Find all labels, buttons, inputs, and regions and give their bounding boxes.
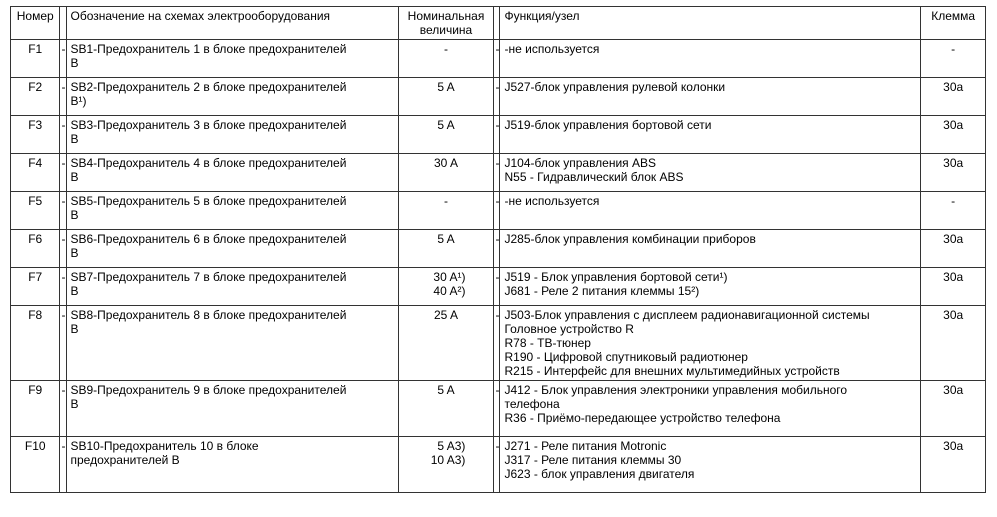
cell-designation xyxy=(66,40,398,78)
cell-function-line: N55 - Гидравлический блок ABS xyxy=(504,170,684,184)
cell-designation xyxy=(66,306,398,381)
cell-dash: - xyxy=(494,78,500,116)
cell-dash: - xyxy=(494,268,500,306)
cell-dash: - xyxy=(60,78,66,116)
cell-designation xyxy=(66,230,398,268)
cell-function xyxy=(500,268,921,306)
cell-designation-line: SB1-Предохранитель 1 в блоке предохранителей xyxy=(70,42,347,56)
table-row xyxy=(11,381,986,437)
cell-terminal: 30a xyxy=(921,381,986,437)
table-row xyxy=(11,437,986,493)
cell-rating xyxy=(398,230,494,268)
cell-rating-line: 5 A xyxy=(437,383,455,397)
cell-rating-line: 5 A xyxy=(437,118,455,132)
cell-function-line: телефона xyxy=(504,397,560,411)
cell-designation xyxy=(66,78,398,116)
cell-terminal: - xyxy=(921,192,986,230)
cell-rating-line: 25 A xyxy=(433,308,459,322)
cell-dash: - xyxy=(60,230,66,268)
cell-function-line: R36 - Приёмо-передающее устройство телефона xyxy=(504,411,781,425)
fuse-rows xyxy=(11,40,986,493)
cell-designation-line: SB10-Предохранитель 10 в блоке xyxy=(70,439,259,453)
cell-function-line: J271 - Реле питания Motronic xyxy=(504,439,667,453)
cell-rating-line: - xyxy=(444,42,448,56)
cell-designation-line: SB6-Предохранитель 6 в блоке предохранителей xyxy=(70,232,347,246)
cell-designation-line: SB9-Предохранитель 9 в блоке предохранителей xyxy=(70,383,347,397)
table-row xyxy=(11,192,986,230)
table-row xyxy=(11,230,986,268)
header-designation: Обозначение на схемах электрооборудования xyxy=(66,7,398,40)
cell-designation-line: SB4-Предохранитель 4 в блоке предохранителей xyxy=(70,156,347,170)
cell-dash: - xyxy=(494,437,500,493)
cell-designation xyxy=(66,268,398,306)
cell-dash: - xyxy=(494,192,500,230)
cell-terminal: 30a xyxy=(921,230,986,268)
cell-rating xyxy=(398,154,494,192)
cell-function-line: J527-блок управления рулевой колонки xyxy=(504,80,726,94)
cell-rating xyxy=(398,78,494,116)
cell-function xyxy=(500,40,921,78)
cell-rating-line: 5 A xyxy=(437,232,455,246)
cell-dash: - xyxy=(60,268,66,306)
cell-dash: - xyxy=(494,306,500,381)
cell-function-line: -не используется xyxy=(504,194,600,208)
cell-terminal: 30a xyxy=(921,306,986,381)
cell-number: F6 xyxy=(11,230,60,268)
cell-dash: - xyxy=(494,40,500,78)
cell-rating xyxy=(398,381,494,437)
cell-function xyxy=(500,230,921,268)
cell-function xyxy=(500,437,921,493)
cell-dash: - xyxy=(494,154,500,192)
table-row xyxy=(11,268,986,306)
cell-designation-line: B xyxy=(70,170,79,184)
cell-function-line: Головное устройство R xyxy=(504,322,634,336)
cell-number: F9 xyxy=(11,381,60,437)
cell-number: F7 xyxy=(11,268,60,306)
cell-dash: - xyxy=(60,381,66,437)
cell-number: F1 xyxy=(11,40,60,78)
cell-function-line: J519-блок управления бортовой сети xyxy=(504,118,712,132)
cell-number: F10 xyxy=(11,437,60,493)
cell-number: F3 xyxy=(11,116,60,154)
cell-terminal: 30a xyxy=(921,154,986,192)
cell-number: F5 xyxy=(11,192,60,230)
cell-terminal: 30a xyxy=(921,268,986,306)
cell-designation-line: B xyxy=(70,208,79,222)
cell-rating-line: 5 A3) xyxy=(437,439,466,453)
cell-function-line: J412 - Блок управления электроники управления мобильного xyxy=(504,383,848,397)
cell-function xyxy=(500,154,921,192)
cell-dash: - xyxy=(60,154,66,192)
cell-dash: - xyxy=(494,116,500,154)
cell-designation-line: B xyxy=(70,397,79,411)
cell-function xyxy=(500,381,921,437)
cell-function xyxy=(500,116,921,154)
cell-designation xyxy=(66,154,398,192)
cell-designation xyxy=(66,437,398,493)
cell-designation-line: SB5-Предохранитель 5 в блоке предохранителей xyxy=(70,194,347,208)
cell-designation-line: B xyxy=(70,284,79,298)
cell-designation-line: SB2-Предохранитель 2 в блоке предохранителей xyxy=(70,80,347,94)
cell-dash: - xyxy=(60,306,66,381)
cell-dash: - xyxy=(60,116,66,154)
table-row xyxy=(11,116,986,154)
cell-rating-line: 5 A xyxy=(437,80,455,94)
cell-function xyxy=(500,306,921,381)
cell-terminal: 30a xyxy=(921,78,986,116)
cell-number: F2 xyxy=(11,78,60,116)
header-row xyxy=(11,7,986,40)
cell-terminal: 30a xyxy=(921,437,986,493)
cell-dash: - xyxy=(494,230,500,268)
cell-designation-line: предохранителей B xyxy=(70,453,180,467)
cell-number: F8 xyxy=(11,306,60,381)
cell-designation-line: SB3-Предохранитель 3 в блоке предохранителей xyxy=(70,118,347,132)
cell-function-line: J503-Блок управления с дисплеем радионавигационной системы xyxy=(504,308,870,322)
cell-rating-line: 30 A¹) xyxy=(433,270,466,284)
cell-rating xyxy=(398,192,494,230)
cell-number: F4 xyxy=(11,154,60,192)
cell-dash: - xyxy=(494,381,500,437)
cell-rating xyxy=(398,437,494,493)
cell-designation-line: B¹) xyxy=(70,94,87,108)
table-row xyxy=(11,78,986,116)
cell-designation-line: SB8-Предохранитель 8 в блоке предохранителей xyxy=(70,308,347,322)
table-row xyxy=(11,40,986,78)
table-row xyxy=(11,154,986,192)
cell-rating xyxy=(398,116,494,154)
cell-rating-line: - xyxy=(444,194,448,208)
cell-designation-line: B xyxy=(70,322,79,336)
table-row xyxy=(11,306,986,381)
cell-designation-line: SB7-Предохранитель 7 в блоке предохранителей xyxy=(70,270,347,284)
cell-rating xyxy=(398,40,494,78)
cell-rating xyxy=(398,268,494,306)
cell-designation xyxy=(66,116,398,154)
cell-terminal: - xyxy=(921,40,986,78)
cell-designation-line: B xyxy=(70,132,79,146)
cell-rating-line: 30 A xyxy=(433,156,459,170)
cell-function-line: R190 - Цифровой спутниковый радиотюнер xyxy=(504,350,748,364)
cell-rating-line: 10 A3) xyxy=(430,453,466,467)
cell-function xyxy=(500,192,921,230)
cell-dash: - xyxy=(60,40,66,78)
cell-function-line: -не используется xyxy=(504,42,600,56)
cell-designation-line: B xyxy=(70,56,79,70)
cell-dash: - xyxy=(60,437,66,493)
cell-function-line: R215 - Интерфейс для внешних мультимедийных устройств xyxy=(504,364,840,378)
cell-designation-line: B xyxy=(70,246,79,260)
cell-function-line: J623 - блок управления двигателя xyxy=(504,467,695,481)
cell-function-line: R78 - ТВ-тюнер xyxy=(504,336,591,350)
header-terminal: Клемма xyxy=(921,7,986,40)
header-rating: Номинальная величина xyxy=(398,7,494,40)
cell-rating xyxy=(398,306,494,381)
cell-function-line: J285-блок управления комбинации приборов xyxy=(504,232,756,246)
header-number: Номер xyxy=(11,7,60,40)
cell-function xyxy=(500,78,921,116)
fuse-table xyxy=(10,6,986,493)
cell-designation xyxy=(66,192,398,230)
cell-function-line: J681 - Реле 2 питания клеммы 15²) xyxy=(504,284,700,298)
cell-function-line: J519 - Блок управления бортовой сети¹) xyxy=(504,270,728,284)
cell-terminal: 30a xyxy=(921,116,986,154)
cell-function-line: J317 - Реле питания клеммы 30 xyxy=(504,453,682,467)
cell-rating-line: 40 A²) xyxy=(433,284,466,298)
cell-function-line: J104-блок управления ABS xyxy=(504,156,657,170)
cell-designation xyxy=(66,381,398,437)
cell-dash: - xyxy=(60,192,66,230)
header-function: Функция/узел xyxy=(500,7,921,40)
